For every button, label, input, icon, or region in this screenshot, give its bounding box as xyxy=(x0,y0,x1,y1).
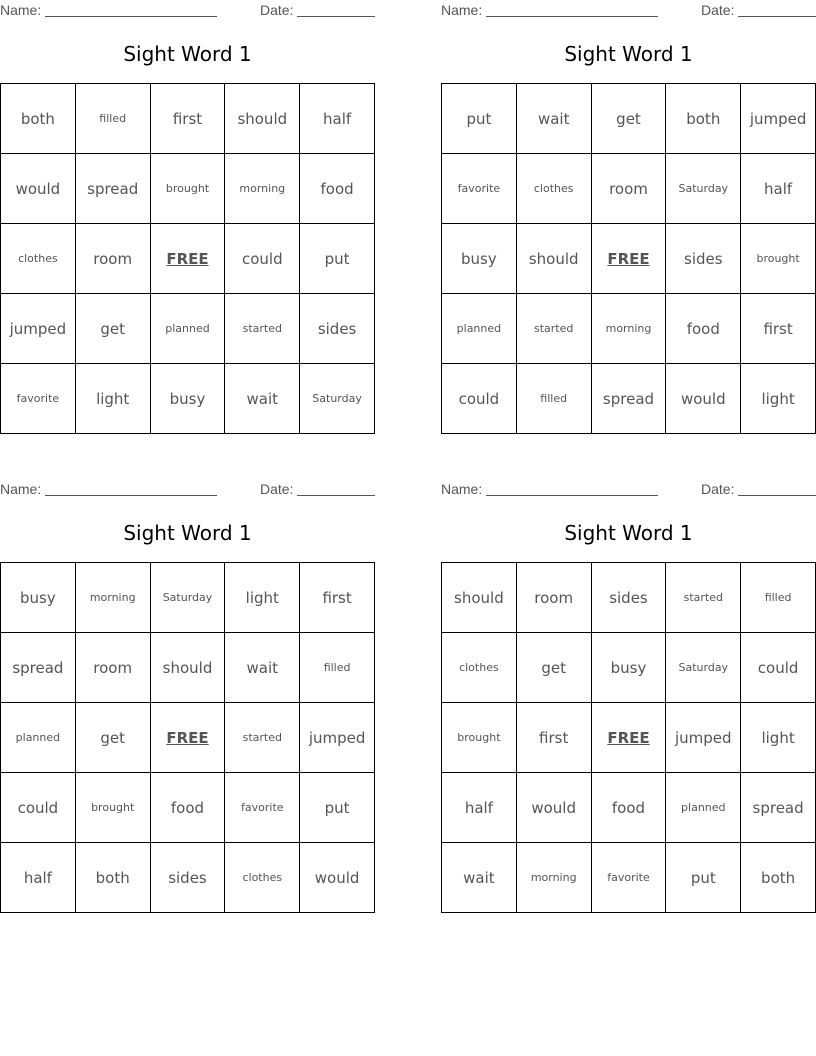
grid-row xyxy=(1,633,375,703)
free-space[interactable]: FREE xyxy=(150,224,225,294)
free-space[interactable]: FREE xyxy=(150,703,225,773)
word-cell[interactable]: first xyxy=(741,294,816,364)
word-cell[interactable]: busy xyxy=(1,563,76,633)
grid-row xyxy=(442,843,816,913)
word-cell[interactable]: brought xyxy=(150,154,225,224)
grid-row xyxy=(1,773,375,843)
word-cell[interactable]: morning xyxy=(516,843,591,913)
word-cell[interactable]: should xyxy=(442,563,517,633)
word-cell[interactable]: room xyxy=(75,224,150,294)
grid-row xyxy=(1,294,375,364)
name-field[interactable] xyxy=(486,16,658,17)
card-header xyxy=(0,479,375,501)
word-cell[interactable]: morning xyxy=(225,154,300,224)
word-cell[interactable]: would xyxy=(300,843,375,913)
word-cell[interactable]: Saturday xyxy=(666,154,741,224)
word-cell[interactable]: should xyxy=(150,633,225,703)
free-space[interactable]: FREE xyxy=(591,224,666,294)
word-cell[interactable]: light xyxy=(75,364,150,434)
word-cell[interactable]: morning xyxy=(591,294,666,364)
word-cell[interactable]: clothes xyxy=(1,224,76,294)
word-cell[interactable]: spread xyxy=(75,154,150,224)
word-cell[interactable]: half xyxy=(300,84,375,154)
word-cell[interactable]: first xyxy=(150,84,225,154)
grid-row xyxy=(1,703,375,773)
grid-row xyxy=(442,563,816,633)
card-title: Sight Word 1 xyxy=(564,521,693,545)
word-cell[interactable]: started xyxy=(516,294,591,364)
free-space[interactable]: FREE xyxy=(591,703,666,773)
name-label: Name: xyxy=(0,2,42,18)
word-cell[interactable]: clothes xyxy=(516,154,591,224)
date-field[interactable] xyxy=(297,16,375,17)
word-cell[interactable]: would xyxy=(516,773,591,843)
word-cell[interactable]: get xyxy=(75,703,150,773)
word-cell[interactable]: food xyxy=(666,294,741,364)
word-cell[interactable]: could xyxy=(741,633,816,703)
bingo-grid xyxy=(0,562,375,913)
word-cell[interactable]: planned xyxy=(1,703,76,773)
word-cell[interactable]: get xyxy=(516,633,591,703)
grid-row xyxy=(442,154,816,224)
word-cell[interactable]: get xyxy=(75,294,150,364)
word-cell[interactable]: sides xyxy=(300,294,375,364)
date-label: Date: xyxy=(701,2,735,18)
word-cell[interactable]: filled xyxy=(516,364,591,434)
word-cell[interactable]: busy xyxy=(442,224,517,294)
date-field[interactable] xyxy=(297,495,375,496)
grid-row xyxy=(1,154,375,224)
name-label: Name: xyxy=(441,2,483,18)
bingo-card-1 xyxy=(0,0,375,408)
word-cell[interactable]: wait xyxy=(225,633,300,703)
word-cell[interactable]: jumped xyxy=(741,84,816,154)
grid-row xyxy=(442,84,816,154)
word-cell[interactable]: light xyxy=(741,703,816,773)
word-cell[interactable]: room xyxy=(516,563,591,633)
word-cell[interactable]: jumped xyxy=(1,294,76,364)
bingo-card-3 xyxy=(0,479,375,887)
word-cell[interactable]: brought xyxy=(741,224,816,294)
word-cell[interactable]: favorite xyxy=(442,154,517,224)
word-cell[interactable]: half xyxy=(741,154,816,224)
word-cell[interactable]: could xyxy=(442,364,517,434)
word-cell[interactable]: spread xyxy=(741,773,816,843)
word-cell[interactable]: food xyxy=(150,773,225,843)
word-cell[interactable]: Saturday xyxy=(150,563,225,633)
word-cell[interactable]: first xyxy=(300,563,375,633)
word-cell[interactable]: wait xyxy=(516,84,591,154)
word-cell[interactable]: started xyxy=(225,703,300,773)
grid-row xyxy=(442,773,816,843)
word-cell[interactable]: filled xyxy=(75,84,150,154)
word-cell[interactable]: started xyxy=(225,294,300,364)
grid-row xyxy=(1,563,375,633)
grid-row xyxy=(1,84,375,154)
grid-row xyxy=(442,633,816,703)
card-header xyxy=(441,479,816,501)
word-cell[interactable]: planned xyxy=(150,294,225,364)
bingo-grid xyxy=(441,562,816,913)
word-cell[interactable]: wait xyxy=(225,364,300,434)
name-field[interactable] xyxy=(45,16,217,17)
word-cell[interactable]: half xyxy=(1,843,76,913)
word-cell[interactable]: planned xyxy=(666,773,741,843)
word-cell[interactable]: filled xyxy=(741,563,816,633)
word-cell[interactable]: get xyxy=(591,84,666,154)
word-cell[interactable]: jumped xyxy=(300,703,375,773)
name-label: Name: xyxy=(441,481,483,497)
word-cell[interactable]: put xyxy=(442,84,517,154)
word-cell[interactable]: could xyxy=(1,773,76,843)
word-cell[interactable]: room xyxy=(75,633,150,703)
word-cell[interactable]: light xyxy=(225,563,300,633)
word-cell[interactable]: should xyxy=(225,84,300,154)
word-cell[interactable]: would xyxy=(1,154,76,224)
word-cell[interactable]: should xyxy=(516,224,591,294)
card-header xyxy=(441,0,816,22)
word-cell[interactable]: clothes xyxy=(225,843,300,913)
grid-row xyxy=(1,364,375,434)
word-cell[interactable]: spread xyxy=(1,633,76,703)
date-field[interactable] xyxy=(738,16,816,17)
grid-row xyxy=(442,294,816,364)
word-cell[interactable]: both xyxy=(666,84,741,154)
grid-row xyxy=(1,843,375,913)
word-cell[interactable]: room xyxy=(591,154,666,224)
card-title: Sight Word 1 xyxy=(123,42,252,66)
word-cell[interactable]: would xyxy=(666,364,741,434)
card-title: Sight Word 1 xyxy=(123,521,252,545)
word-cell[interactable]: light xyxy=(741,364,816,434)
word-cell[interactable]: Saturday xyxy=(300,364,375,434)
word-cell[interactable]: food xyxy=(300,154,375,224)
word-cell[interactable]: filled xyxy=(300,633,375,703)
word-cell[interactable]: spread xyxy=(591,364,666,434)
word-cell[interactable]: Saturday xyxy=(666,633,741,703)
word-cell[interactable]: favorite xyxy=(225,773,300,843)
word-cell[interactable]: busy xyxy=(591,633,666,703)
card-header xyxy=(0,0,375,22)
word-cell[interactable]: put xyxy=(300,224,375,294)
word-cell[interactable]: jumped xyxy=(666,703,741,773)
bingo-grid xyxy=(441,83,816,434)
word-cell[interactable]: first xyxy=(516,703,591,773)
word-cell[interactable]: half xyxy=(442,773,517,843)
word-cell[interactable]: brought xyxy=(75,773,150,843)
word-cell[interactable]: clothes xyxy=(442,633,517,703)
word-cell[interactable]: sides xyxy=(666,224,741,294)
bingo-card-2 xyxy=(441,0,816,408)
word-cell[interactable]: sides xyxy=(150,843,225,913)
grid-row xyxy=(442,703,816,773)
bingo-card-4 xyxy=(441,479,816,887)
word-cell[interactable]: put xyxy=(666,843,741,913)
grid-row xyxy=(1,224,375,294)
word-cell[interactable]: both xyxy=(1,84,76,154)
date-label: Date: xyxy=(701,481,735,497)
name-field[interactable] xyxy=(486,495,658,496)
word-cell[interactable]: both xyxy=(741,843,816,913)
word-cell[interactable]: planned xyxy=(442,294,517,364)
grid-row xyxy=(442,224,816,294)
date-label: Date: xyxy=(260,481,294,497)
word-cell[interactable]: could xyxy=(225,224,300,294)
date-label: Date: xyxy=(260,2,294,18)
word-cell[interactable]: favorite xyxy=(591,843,666,913)
date-field[interactable] xyxy=(738,495,816,496)
word-cell[interactable]: wait xyxy=(442,843,517,913)
bingo-grid xyxy=(0,83,375,434)
name-field[interactable] xyxy=(45,495,217,496)
word-cell[interactable]: both xyxy=(75,843,150,913)
name-label: Name: xyxy=(0,481,42,497)
word-cell[interactable]: busy xyxy=(150,364,225,434)
word-cell[interactable]: brought xyxy=(442,703,517,773)
grid-row xyxy=(442,364,816,434)
word-cell[interactable]: put xyxy=(300,773,375,843)
word-cell[interactable]: sides xyxy=(591,563,666,633)
word-cell[interactable]: started xyxy=(666,563,741,633)
card-title: Sight Word 1 xyxy=(564,42,693,66)
word-cell[interactable]: favorite xyxy=(1,364,76,434)
word-cell[interactable]: morning xyxy=(75,563,150,633)
word-cell[interactable]: food xyxy=(591,773,666,843)
